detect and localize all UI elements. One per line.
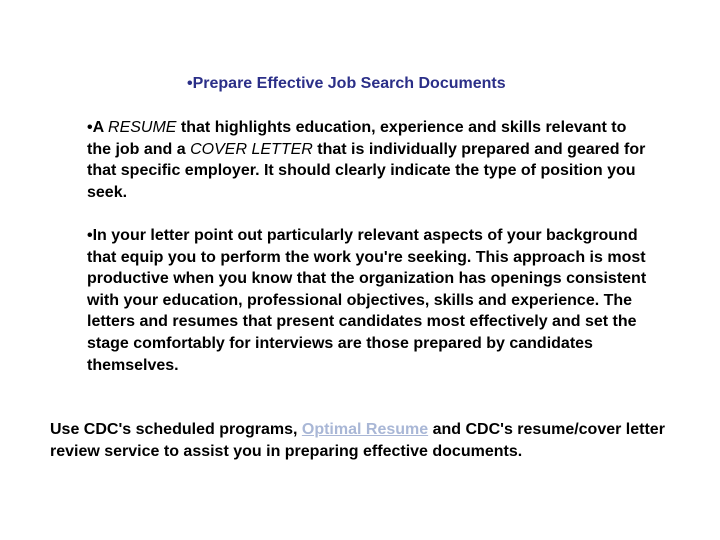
cdc-paragraph-text: Use CDC's scheduled programs, bbox=[50, 421, 302, 438]
page-heading: •Prepare Effective Job Search Documents bbox=[187, 75, 506, 92]
cover-letter-term: COVER LETTER bbox=[190, 140, 313, 158]
resume-paragraph bbox=[87, 117, 647, 203]
resume-paragraph-text: that highlights education, experience and skills relevant to the job and a bbox=[87, 119, 627, 158]
cdc-paragraph bbox=[50, 419, 670, 462]
letter-paragraph: •In your letter point out particularly relevant aspects of your background that equip you to perform the work you're seeking. This approach is most productive when you know that the organization has openings consistent with your education, professional objectives, skills and experience. The letters and resumes that present candidates most effectively and set the stage comfortably for interviews are those prepared by candidates themselves. bbox=[87, 227, 647, 374]
resume-paragraph-text: •A bbox=[87, 119, 109, 136]
resume-term: RESUME bbox=[108, 119, 177, 136]
optimal-resume-link[interactable]: Optimal Resume bbox=[301, 421, 429, 438]
resume-paragraph-text: that is individually prepared and geared for that specific employer. It should clearly indicate the type of position you seek. bbox=[87, 140, 646, 201]
cdc-paragraph-text: and CDC's resume/cover letter review service to assist you in preparing effective documents. bbox=[50, 421, 665, 460]
